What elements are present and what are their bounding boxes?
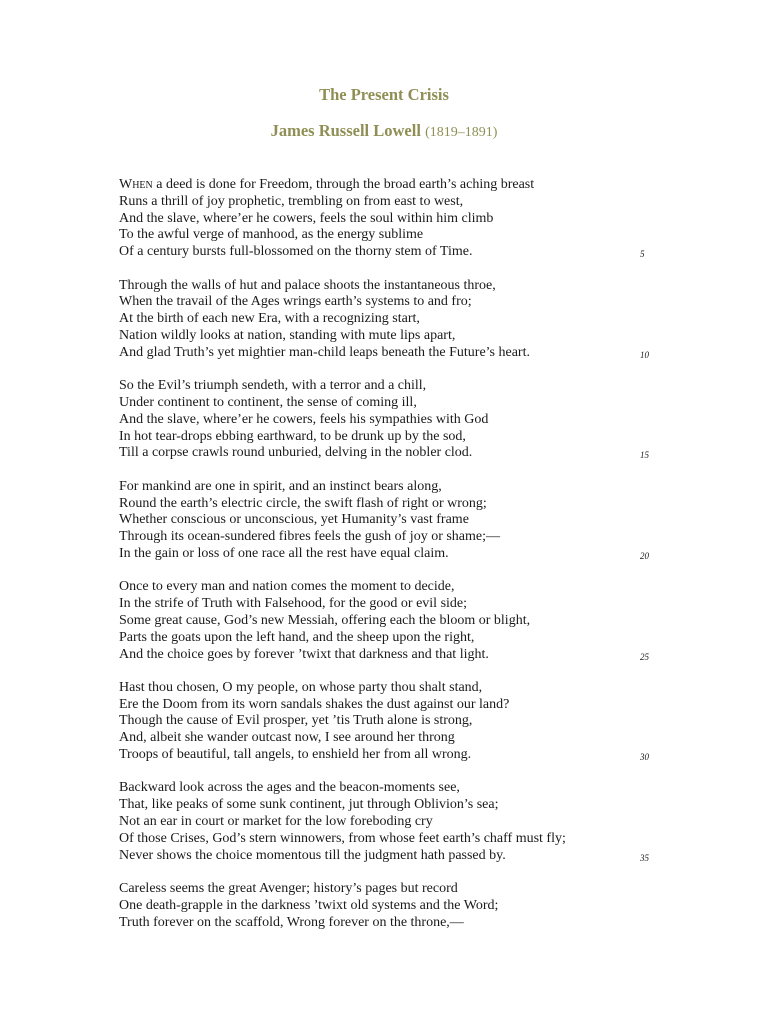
first-word-small-caps: When	[119, 177, 153, 192]
poem-line	[119, 227, 679, 244]
stanza	[119, 680, 679, 764]
poem-line-text: And the choice goes by forever ’twixt that darkness and that light.	[119, 646, 489, 662]
poem-line	[119, 579, 679, 596]
poem-line-text: Whether conscious or unconscious, yet Humanity’s vast frame	[119, 512, 469, 528]
poem-line	[119, 596, 679, 613]
poem-line	[119, 613, 679, 630]
poem-line-text: Of a century bursts full-blossomed on the thorny stem of Time.	[119, 244, 473, 260]
poem-line	[119, 429, 679, 446]
poem-line	[119, 697, 679, 714]
poem-line-text: Truth forever on the scaffold, Wrong forever on the throne,—	[119, 914, 464, 930]
poem-line	[119, 747, 679, 764]
stanza	[119, 881, 679, 931]
poem-line-text: In hot tear-drops ebbing earthward, to be drunk up by the sod,	[119, 428, 466, 444]
poem-line	[119, 479, 679, 496]
poem-line-text: Runs a thrill of joy prophetic, trembling on from east to west,	[119, 193, 464, 209]
poem-line	[119, 244, 679, 261]
poem-line	[119, 647, 679, 664]
byline	[0, 121, 768, 143]
poem-line-text: In the strife of Truth with Falsehood, for the good or evil side;	[119, 596, 468, 612]
poem-line-text: Troops of beautiful, tall angels, to enshield her from all wrong.	[119, 747, 472, 763]
poem-line-text: Some great cause, God’s new Messiah, offering each the bloom or blight,	[119, 612, 531, 628]
line-number: 15	[640, 450, 649, 461]
poem-line	[119, 311, 679, 328]
poem-line-text: And, albeit she wander outcast now, I see around her throng	[119, 730, 455, 746]
author-name: James Russell Lowell	[270, 121, 421, 140]
poem-line-text: And the slave, where’er he cowers, feels his sympathies with God	[119, 411, 489, 427]
poem-line	[119, 445, 679, 462]
poem-line-text: Once to every man and nation comes the moment to decide,	[119, 579, 455, 595]
poem-line-text: Under continent to continent, the sense of coming ill,	[119, 394, 417, 410]
poem-line	[119, 546, 679, 563]
poem-line	[119, 278, 679, 295]
poem-line	[119, 512, 679, 529]
poem-line-text: One death-grapple in the darkness ’twixt old systems and the Word;	[119, 897, 499, 913]
poem-line	[119, 177, 679, 194]
poem-line-text: Never shows the choice momentous till the judgment hath passed by.	[119, 847, 506, 863]
poem-line	[119, 814, 679, 831]
poem-line-text: Though the cause of Evil prosper, yet ’tis Truth alone is strong,	[119, 713, 473, 729]
stanza	[119, 378, 679, 462]
poem-line-text: To the awful verge of manhood, as the energy sublime	[119, 227, 424, 243]
poem-line-text: And the slave, where’er he cowers, feels the soul within him climb	[119, 210, 494, 226]
stanza	[119, 177, 679, 261]
poem-line	[119, 328, 679, 345]
poem-line-text: Parts the goats upon the left hand, and the sheep upon the right,	[119, 629, 475, 645]
poem-line-text: Hast thou chosen, O my people, on whose party thou shalt stand,	[119, 679, 483, 695]
poem-line	[119, 915, 679, 932]
poem-line-text: Of those Crises, God’s stern winnowers, from whose feet earth’s chaff must fly;	[119, 830, 566, 846]
line-number: 25	[640, 651, 649, 662]
poem-line	[119, 730, 679, 747]
poem-line-text: Till a corpse crawls round unburied, delving in the nobler clod.	[119, 445, 473, 461]
poem-line	[119, 395, 679, 412]
poem-line	[119, 713, 679, 730]
poem-line	[119, 378, 679, 395]
line-number: 30	[640, 752, 649, 763]
poem-line	[119, 848, 679, 865]
line-number: 5	[640, 249, 645, 260]
poem-line-text: Not an ear in court or market for the low foreboding cry	[119, 814, 433, 830]
poem-line-text: Ere the Doom from its worn sandals shakes the dust against our land?	[119, 696, 510, 712]
poem-line	[119, 831, 599, 848]
poem-line	[119, 898, 679, 915]
poem-line	[119, 797, 679, 814]
poem-line	[119, 496, 679, 513]
poem-line	[119, 211, 679, 228]
poem-line	[119, 294, 679, 311]
poem-line	[119, 780, 679, 797]
line-number: 35	[640, 852, 649, 863]
poem-line-text: Backward look across the ages and the beacon-moments see,	[119, 780, 460, 796]
poem-body	[119, 177, 679, 948]
poem-line	[119, 630, 679, 647]
stanza	[119, 579, 679, 663]
poem-line-text: In the gain or loss of one race all the rest have equal claim.	[119, 545, 449, 561]
poem-line	[119, 194, 679, 211]
line-number: 10	[640, 349, 649, 360]
poem-line-text: For mankind are one in spirit, and an instinct bears along,	[119, 478, 442, 494]
poem-line	[119, 412, 679, 429]
poem-line-text: Nation wildly looks at nation, standing with mute lips apart,	[119, 327, 456, 343]
poem-title: The Present Crisis	[319, 85, 449, 104]
stanza	[119, 780, 679, 864]
author-dates: (1819–1891)	[425, 125, 498, 140]
line-number: 20	[640, 550, 649, 561]
poem-line-text: That, like peaks of some sunk continent, jut through Oblivion’s sea;	[119, 797, 499, 813]
poem-line-text: So the Evil’s triumph sendeth, with a terror and a chill,	[119, 378, 427, 394]
poem-line	[119, 680, 679, 697]
poem-line-text: Through its ocean-sundered fibres feels the gush of joy or shame;—	[119, 529, 501, 545]
poem-line-text: Careless seems the great Avenger; history’s pages but record	[119, 881, 458, 897]
poem-line	[119, 529, 679, 546]
stanza	[119, 278, 679, 362]
poem-line	[119, 881, 679, 898]
poem-line	[119, 344, 649, 362]
poem-line-text: At the birth of each new Era, with a recognizing start,	[119, 311, 420, 327]
poem-line-text: a deed is done for Freedom, through the broad earth’s aching breast	[152, 177, 535, 192]
poem-line-text: Through the walls of hut and palace shoots the instantaneous throe,	[119, 277, 496, 293]
poem-line-text: And glad Truth’s yet mightier man-child leaps beneath the Future’s heart.	[119, 344, 530, 360]
stanza	[119, 479, 679, 563]
poem-line-text: When the travail of the Ages wrings earth’s systems to and fro;	[119, 294, 472, 310]
poem-line-text: Round the earth’s electric circle, the swift flash of right or wrong;	[119, 495, 487, 511]
